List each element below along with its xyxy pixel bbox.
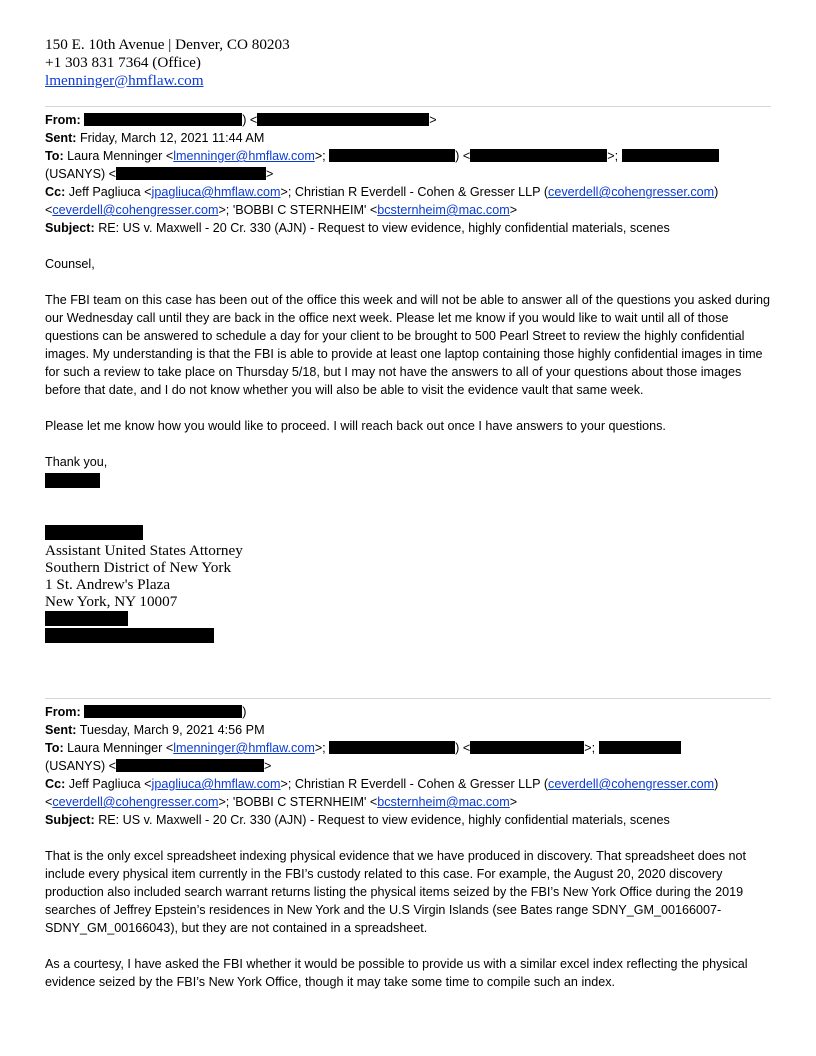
redacted-block [45,628,214,643]
redacted-block [257,113,429,126]
subject-label: Subject: [45,221,95,235]
redacted-block [116,759,264,772]
email2-subject-line [45,811,771,829]
redacted-block [470,149,607,162]
sent-date: Friday, March 12, 2021 11:44 AM [79,131,265,145]
email2-sent-line [45,721,771,739]
email1-body [45,255,771,488]
email2-to-line: To: Laura Menninger <lmenninger@hmflaw.com>; ) < >; [45,739,771,757]
email2-body [45,847,771,991]
subject-text: RE: US v. Maxwell - 20 Cr. 330 (AJN) - Request to view evidence, highly confidential materials, scenes [98,813,670,827]
cc2-email-link[interactable]: ceverdell@cohengresser.com [548,185,715,199]
sig-address-2: New York, NY 10007 [45,593,178,610]
from-label: From: [45,113,81,127]
email1-cc-line-2: <ceverdell@cohengresser.com>; 'BOBBI C STERNHEIM' <bcsternheim@mac.com> [45,203,518,217]
cc1-email-link[interactable]: jpagliuca@hmflaw.com [151,777,281,791]
body-paragraph: Please let me know how you would like to proceed. I will reach back out once I have answers to your questions. [45,419,666,433]
to-label: To: [45,149,64,163]
email1-subject-line [45,219,771,237]
sig-title: Assistant United States Attorney [45,542,243,559]
email2-cc-line: Cc: Jeff Pagliuca <jpagliuca@hmflaw.com>; Christian R Everdell - Cohen & Gresser LLP (ceverdell@cohengresser.com) [45,777,719,791]
email1-to-line-2: (USANYS) < > [45,167,274,181]
cc2-email-link[interactable]: ceverdell@cohengresser.com [548,777,715,791]
redacted-block [45,611,128,626]
redacted-block [599,741,681,754]
cc1-name: Jeff Pagliuca [68,777,141,791]
firm-phone: +1 303 831 7364 (Office) [45,54,201,71]
firm-address: 150 E. 10th Avenue | Denver, CO 80203 [45,36,290,53]
email2-to-line-2: (USANYS) < > [45,759,272,773]
cc2-name: Christian R Everdell - Cohen & Gresser LLP [294,777,541,791]
body-paragraph: The FBI team on this case has been out of the office this week and will not be able to answer all of the questions you asked during our Wednesday call until they are back in the office next week. Please let me know if you would like to wait until all of those questions can be answered to schedule a day for your client to be brought to 500 Pearl Street to review the highly confidential images. My understanding is that the FBI is able to provide at least one laptop containing those highly confidential images in time for such a review to take place on Thursday 5/18, but I may not have the answers to all of your questions about those images before that date, and I do not know whether you will also be able to visit the evidence vault that same week. [45,293,771,397]
ausa-signature [45,525,771,643]
email2-from-line: From: ) [45,705,247,719]
to-email-link[interactable]: lmenninger@hmflaw.com [173,741,315,755]
redacted-block [84,113,242,126]
body-paragraph: That is the only excel spreadsheet indexing physical evidence that we have produced in discovery. That spreadsheet does not include every physical item currently in the FBI’s custody related to this case. For example, the August 20, 2020 discovery production also included search warrant returns listing the physical items seized by the FBI’s New York Office during the 2019 searches of Jeffrey Epstein’s residences in New York and the U.S Virgin Islands (see Bates range SDNY_GM_00166007-SDNY_GM_00166043), but they are not contained in a spreadsheet. [45,849,747,935]
email2-header [45,703,771,829]
from-label: From: [45,705,81,719]
email2-cc-line-2: <ceverdell@cohengresser.com>; 'BOBBI C STERNHEIM' <bcsternheim@mac.com> [45,795,518,809]
redacted-block [329,741,455,754]
closing: Thank you, [45,455,108,469]
sent-label: Sent: [45,131,77,145]
redacted-block [622,149,719,162]
to-suffix: (USANYS) [45,167,106,181]
cc1-email-link[interactable]: jpagliuca@hmflaw.com [151,185,281,199]
redacted-block [329,149,455,162]
cc2-email-link-2[interactable]: ceverdell@cohengresser.com [52,795,219,809]
sig-office: Southern District of New York [45,559,232,576]
sig-address-1: 1 St. Andrew's Plaza [45,576,171,593]
document-page [45,36,771,991]
cc1-name: Jeff Pagliuca [68,185,141,199]
cc3-name: 'BOBBI C STERNHEIM' [232,795,367,809]
email1-from-line: From: ) < > [45,113,437,127]
cc2-name: Christian R Everdell - Cohen & Gresser LLP [294,185,541,199]
salutation: Counsel, [45,257,95,271]
email1-sent-line [45,129,771,147]
subject-label: Subject: [45,813,95,827]
to-label: To: [45,741,64,755]
cc-label: Cc: [45,777,66,791]
firm-email-link[interactable]: lmenninger@hmflaw.com [45,72,204,89]
sent-label: Sent: [45,723,77,737]
redacted-block [45,525,143,540]
cc3-email-link[interactable]: bcsternheim@mac.com [377,203,510,217]
to-suffix: (USANYS) [45,759,106,773]
subject-text: RE: US v. Maxwell - 20 Cr. 330 (AJN) - Request to view evidence, highly confidential materials, scenes [98,221,670,235]
redacted-block [116,167,266,180]
email1-header [45,111,771,237]
email1-cc-line: Cc: Jeff Pagliuca <jpagliuca@hmflaw.com>; Christian R Everdell - Cohen & Gresser LLP (ceverdell@cohengresser.com) [45,185,719,199]
firm-signature [45,36,771,90]
to-name: Laura Menninger [67,149,163,163]
redacted-block [84,705,242,718]
cc3-name: 'BOBBI C STERNHEIM' [232,203,367,217]
email1-to-line: To: Laura Menninger <lmenninger@hmflaw.com>; ) < >; [45,147,771,165]
cc3-email-link[interactable]: bcsternheim@mac.com [377,795,510,809]
body-paragraph: As a courtesy, I have asked the FBI whether it would be possible to provide us with a similar excel index reflecting the physical evidence seized by the FBI’s New York Office, though it may take some time to compile such an index. [45,957,748,989]
cc2-email-link-2[interactable]: ceverdell@cohengresser.com [52,203,219,217]
to-email-link[interactable]: lmenninger@hmflaw.com [173,149,315,163]
sent-date: Tuesday, March 9, 2021 4:56 PM [79,723,265,737]
redacted-block [45,473,100,488]
redacted-block [470,741,584,754]
cc-label: Cc: [45,185,66,199]
to-name: Laura Menninger [67,741,163,755]
